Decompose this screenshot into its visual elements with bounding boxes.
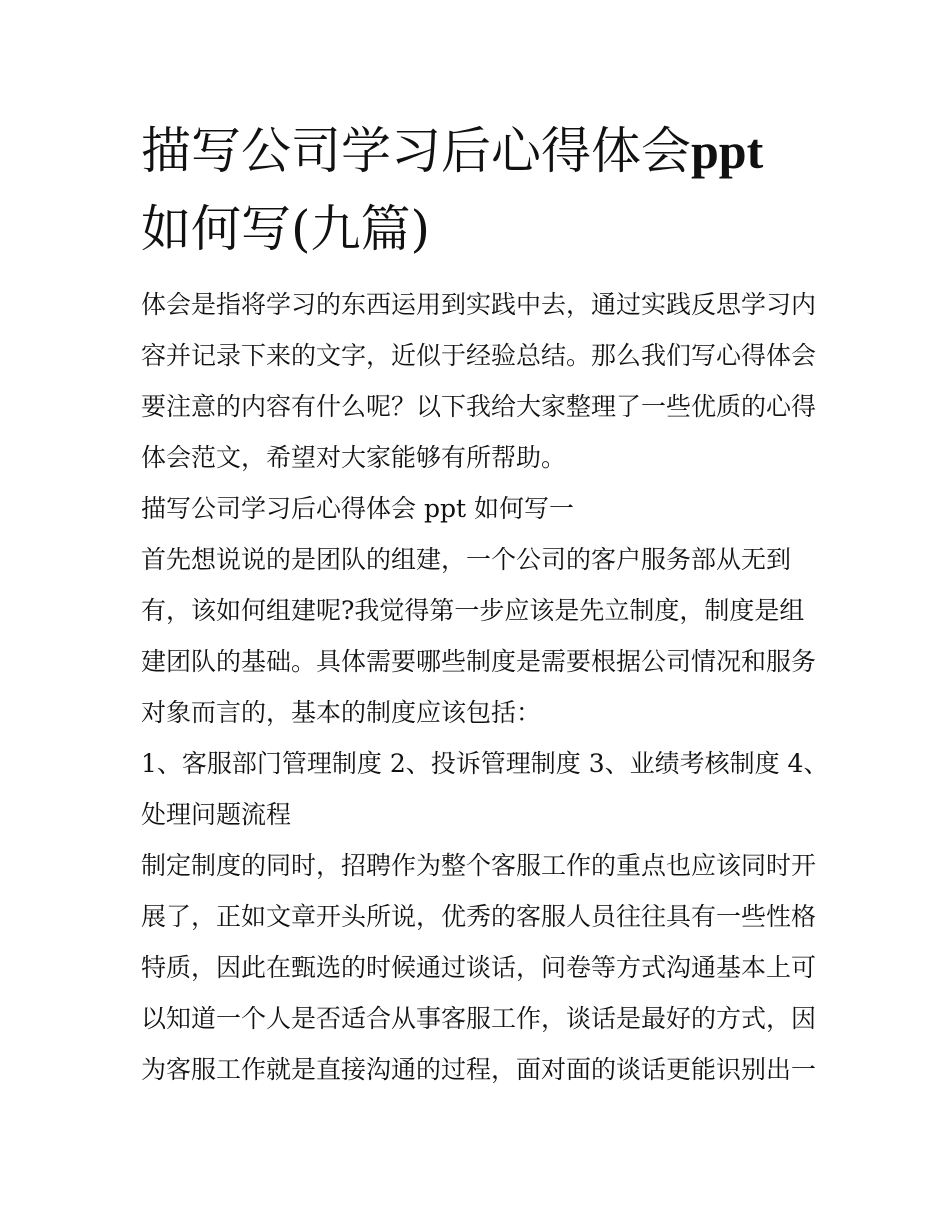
list-line: 处理问题流程 bbox=[141, 800, 292, 829]
body-line: 容并记录下来的文字，近似于经验总结。那么我们写心得体会 bbox=[141, 341, 817, 370]
body-line: 建团队的基础。具体需要哪些制度是需要根据公司情况和服务 bbox=[141, 647, 817, 676]
body-line: 要注意的内容有什么呢？以下我给大家整理了一些优质的心得 bbox=[141, 392, 817, 421]
document-body bbox=[141, 279, 829, 1095]
body-line: 体会范文，希望对大家能够有所帮助。 bbox=[141, 443, 567, 472]
body-line: 展了，正如文章开头所说，优秀的客服人员往往具有一些性格 bbox=[141, 902, 817, 931]
body-line: 制定制度的同时，招聘作为整个客服工作的重点也应该同时开 bbox=[141, 851, 817, 880]
body-line: 首先想说说的是团队的组建，一个公司的客户服务部从无到 bbox=[141, 545, 792, 574]
document-title bbox=[141, 112, 821, 268]
title-latin: ppt bbox=[691, 123, 764, 179]
body-line: 以知道一个人是否适合从事客服工作，谈话是最好的方式，因 bbox=[141, 1004, 817, 1033]
body-line: 有，该如何组建呢?我觉得第一步应该是先立制度，制度是组 bbox=[141, 596, 805, 625]
section-heading: 描写公司学习后心得体会 ppt 如何写一 bbox=[141, 494, 574, 523]
title-line-2: 如何写(九篇) bbox=[141, 200, 431, 258]
title-cjk: 描写公司学习后心得体会 bbox=[141, 122, 691, 180]
body-line: 为客服工作就是直接沟通的过程，面对面的谈话更能识别出一 bbox=[141, 1055, 817, 1084]
body-line: 特质，因此在甄选的时候通过谈话，问卷等方式沟通基本上可 bbox=[141, 953, 817, 982]
list-line: 1、客服部门管理制度 2、投诉管理制度 3、业绩考核制度 4、 bbox=[141, 749, 829, 778]
body-line: 对象而言的，基本的制度应该包括： bbox=[141, 698, 542, 727]
body-line: 体会是指将学习的东西运用到实践中去，通过实践反思学习内 bbox=[141, 290, 817, 319]
